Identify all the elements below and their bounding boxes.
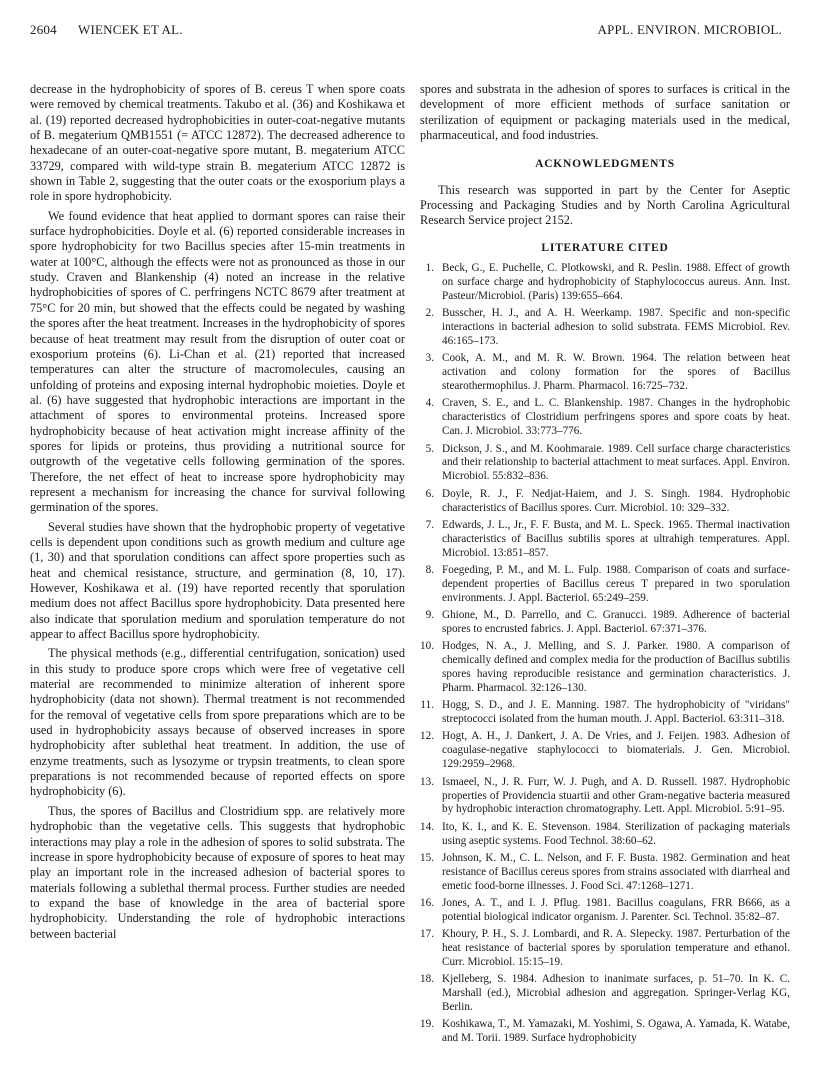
reference-item <box>420 640 790 696</box>
reference-item <box>420 519 790 561</box>
reference-item <box>420 699 790 727</box>
reference-number: 19. <box>420 1018 434 1031</box>
reference-text: Johnson, K. M., C. L. Nelson, and F. F. Busta. 1982. Germination and heat resistance of Bacillus cereus spores from strains associated with diarrheal and emetic food-borne illnesses. J. Food Sci. 47:1268–1271. <box>442 851 790 892</box>
reference-item <box>420 443 790 485</box>
reference-item <box>420 852 790 894</box>
reference-number: 12. <box>420 730 434 743</box>
reference-item <box>420 307 790 349</box>
right-column <box>420 82 790 1050</box>
reference-number: 6. <box>425 487 434 500</box>
reference-number: 5. <box>425 442 434 455</box>
reference-number: 9. <box>425 609 434 622</box>
left-column <box>30 82 405 942</box>
reference-item <box>420 1018 790 1046</box>
reference-number: 7. <box>425 518 434 531</box>
reference-text: Beck, G., E. Puchelle, C. Plotkowski, and R. Peslin. 1988. Effect of growth on surface charge and hydrophobicity of Staphylococcus aureus. Ann. Inst. Pasteur/Microbiol. (Paris) 139:655–664. <box>442 262 790 302</box>
reference-item <box>420 973 790 1015</box>
paragraph: The physical methods (e.g., differential centrifugation, sonication) used in this study to produce spore crops which were free of vegetative cell material are recommended to minimize alteration of inherent spore hydrophobicity (data not shown). Thermal treatment is not recommended for the removal of vegetative cells from spore preparations which are to be used in hydrophobicity assays because of observed increases in spore hydrophobicity after sublethal heat treatment. In addition, the use of enzyme treatments, such as lysozyme or trypsin treatments, to clean spore preparations is not recommended because of reported effects on spore hydrophobicity (6). <box>30 646 405 799</box>
reference-number: 1. <box>425 262 434 275</box>
reference-item <box>420 352 790 394</box>
reference-text: Busscher, H. J., and A. H. Weerkamp. 1987. Specific and non-specific interactions in bacterial adhesion to solid substrata. FEMS Microbiol. Rev. 46:165–173. <box>442 307 790 348</box>
reference-number: 11. <box>420 699 434 712</box>
acknowledgments-text: This research was supported in part by the Center for Aseptic Processing and Packaging Studies and by North Carolina Agricultural Research Service project 2152. <box>420 182 790 228</box>
reference-number: 14. <box>420 820 434 833</box>
running-head-journal: APPL. ENVIRON. MICROBIOL. <box>597 22 782 37</box>
reference-text: Doyle, R. J., F. Nedjat-Haiem, and J. S. Singh. 1984. Hydrophobic characteristics of Bacillus spores. Curr. Microbiol. 10: 329–332. <box>442 487 790 514</box>
reference-number: 3. <box>425 352 434 365</box>
reference-text: Jones, A. T., and I. J. Pflug. 1981. Bacillus coagulans, FRR B666, as a potential biological indicator organism. J. Parenter. Sci. Technol. 35:82–87. <box>442 897 790 923</box>
reference-text: Dickson, J. S., and M. Koohmaraie. 1989. Cell surface charge characteristics and their relationship to bacterial attachment to meat surfaces. Appl. Environ. Microbiol. 55:832–836. <box>442 442 790 483</box>
reference-number: 2. <box>425 307 434 320</box>
acknowledgments-heading: ACKNOWLEDGMENTS <box>535 158 675 171</box>
reference-item <box>420 564 790 606</box>
reference-text: Koshikawa, T., M. Yamazaki, M. Yoshimi, S. Ogawa, A. Yamada, K. Watabe, and M. Torii. 1989. Surface hydrophobicity <box>442 1018 790 1045</box>
reference-text: Craven, S. E., and L. C. Blankenship. 1987. Changes in the hydrophobic characteristics of Clostridium perfringens spores and spore coats by heat. Can. J. Microbiol. 33:773–776. <box>442 397 790 438</box>
reference-item <box>420 776 790 818</box>
reference-text: Hogg, S. D., and J. E. Manning. 1987. The hydrophobicity of "viridans" streptococci isolated from the human mouth. J. Appl. Bacteriol. 63:311–318. <box>442 699 790 726</box>
reference-text: Ito, K. I., and K. E. Stevenson. 1984. Sterilization of packaging materials using aseptic systems. Food Technol. 38:60–62. <box>442 820 790 847</box>
reference-text: Foegeding, P. M., and M. L. Fulp. 1988. Comparison of coats and surface-dependent properties of Bacillus cereus T prepared in two sporulation environments. J. Appl. Bacteriol. 65:249–259. <box>442 563 790 604</box>
paragraph: We found evidence that heat applied to dormant spores can raise their surface hydrophobicities. Doyle et al. (6) reported considerable increases in spore hydrophobicity for two Bacillus species after 15-min treatments in water at 100°C, although the effects were not as pronounced as those in our study. Craven and Blankenship (4) noted an increase in the relative hydrophobicities of spores of C. perfringens NCTC 8679 after treatment at 75°C for 20 min, but showed that the effects could be negated by washing the spores after the heat treatment. Increases in the hydrophobicity of spores because of heat treatment may result from the disruption of outer coat or exosporium proteins (6). Li-Chan et al. (21) reported that increased temperatures can alter the structure of macromolecules, causing an unfolding of proteins and exposing internal hydrophobic moieties. Doyle et al. (6) have suggested that hydrophobic interactions are important in the attachment of spores to environmental proteins. Increased spore hydrophobicity because of heat activation might increase affinity of the spores for lipids or proteins, thus providing a nutritional source for outgrowth of the vegetative cells following germination of the spores. Therefore, the net effect of heat to increase spore hydrophobicity may represent a mechanism for increasing the chance for survival following germination of the spores. <box>30 208 405 515</box>
reference-item <box>420 821 790 849</box>
literature-cited-heading: LITERATURE CITED <box>541 241 669 254</box>
paragraph-continued: spores and substrata in the adhesion of spores to surfaces is critical in the development of more efficient methods of surface sanitation or sterilization of equipment or packaging materials used in the medical, pharmaceutical, and food industries. <box>420 82 790 143</box>
reference-number: 17. <box>420 928 434 941</box>
reference-number: 13. <box>420 775 434 788</box>
page-number: 2604 <box>30 22 57 37</box>
reference-text: Hogt, A. H., J. Dankert, J. A. De Vries, and J. Feijen. 1983. Adhesion of coagulase-negative staphylococci to biomaterials. J. Gen. Microbiol. 129:2959–2968. <box>442 730 790 771</box>
reference-number: 8. <box>425 563 434 576</box>
reference-item <box>420 730 790 772</box>
reference-item <box>420 488 790 516</box>
reference-number: 16. <box>420 897 434 910</box>
reference-item <box>420 897 790 925</box>
reference-item <box>420 609 790 637</box>
reference-text: Hodges, N. A., J. Melling, and S. J. Parker. 1980. A comparison of chemically defined and complex media for the production of Bacillus subtilis spores having reproducible resistance and germination characteristics. J. Pharm. Pharmacol. 32:126–130. <box>442 640 790 694</box>
paragraph: decrease in the hydrophobicity of spores of B. cereus T when spore coats were removed by chemical treatments. Takubo et al. (36) and Koshikawa et al. (19) reported decreased hydrophobicities in outer-coat-negative mutants of B. megaterium QMB1551 (= ATCC 12872). The decreased adherence to hexadecane of an outer-coat-negative spore mutant, B. megaterium ATCC 33729, compared with wild-type strain B. megaterium ATCC 12872 is shown in Table 2, suggesting that the outer coats or the exosporium plays a role in spore hydrophobicity. <box>30 82 405 204</box>
reference-item <box>420 928 790 970</box>
reference-text: Edwards, J. L., Jr., F. F. Busta, and M. L. Speck. 1965. Thermal inactivation characteristics of Bacillus subtilis spores at ultrahigh temperatures. Appl. Microbiol. 13:851–857. <box>442 518 790 559</box>
reference-item <box>420 397 790 439</box>
reference-list <box>420 262 790 1046</box>
reference-text: Khoury, P. H., S. J. Lombardi, and R. A. Slepecky. 1987. Perturbation of the heat resistance of bacterial spores by sporulation temperature and ethanol. Curr. Microbiol. 15:15–19. <box>442 928 790 969</box>
reference-item <box>420 262 790 304</box>
reference-number: 18. <box>420 973 434 986</box>
reference-number: 4. <box>425 397 434 410</box>
reference-text: Kjelleberg, S. 1984. Adhesion to inanimate surfaces, p. 51–70. In K. C. Marshall (ed.), Microbial adhesion and aggregation. Springer-Verlag KG, Berlin. <box>442 973 790 1014</box>
reference-text: Ghione, M., D. Parrello, and C. Granucci. 1989. Adherence of bacterial spores to encrusted fabrics. J. Appl. Bacteriol. 67:371–376. <box>442 609 790 635</box>
paragraph: Several studies have shown that the hydrophobic property of vegetative cells is dependent upon conditions such as growth medium and culture age (1, 30) and that sporulation conditions can affect spore properties such as heat and chemical resistance, structure, and germination (8, 10, 17). However, Koshikawa et al. (19) have reported recently that sporulation medium does not affect Bacillus spore hydrophobicity. Data presented here also indicate that sporulation medium and sporulation temperature do not appear to affect Bacillus spore hydrophobicity. <box>30 519 405 642</box>
reference-text: Cook, A. M., and M. R. W. Brown. 1964. The relation between heat activation and colony formation for the spores of Bacillus stearothermophilus. J. Pharm. Pharmacol. 16:725–732. <box>442 352 790 393</box>
reference-number: 15. <box>420 851 434 864</box>
running-head-authors: WIENCEK ET AL. <box>78 22 183 37</box>
reference-number: 10. <box>420 640 434 653</box>
paragraph: Thus, the spores of Bacillus and Clostridium spp. are relatively more hydrophobic than the vegetative cells. This suggests that hydrophobic interactions may play a role in the adhesion of spores to solid substrata. The increase in spore hydrophobicity because of exposure of spores to heat may play an important role in the increased adhesion of bacterial spores to materials following a sublethal thermal process. Further studies are needed to expand the base of knowledge in the area of bacterial spore hydrophobicity. Understanding the role of hydrophobic interactions between bacterial <box>30 803 405 941</box>
reference-text: Ismaeel, N., J. R. Furr, W. J. Pugh, and A. D. Russell. 1987. Hydrophobic properties of Providencia stuartii and other Gram-negative bacteria measured by hydrophobic interaction chromatography. Lett. Appl. Microbiol. 5:91–95. <box>442 775 790 816</box>
